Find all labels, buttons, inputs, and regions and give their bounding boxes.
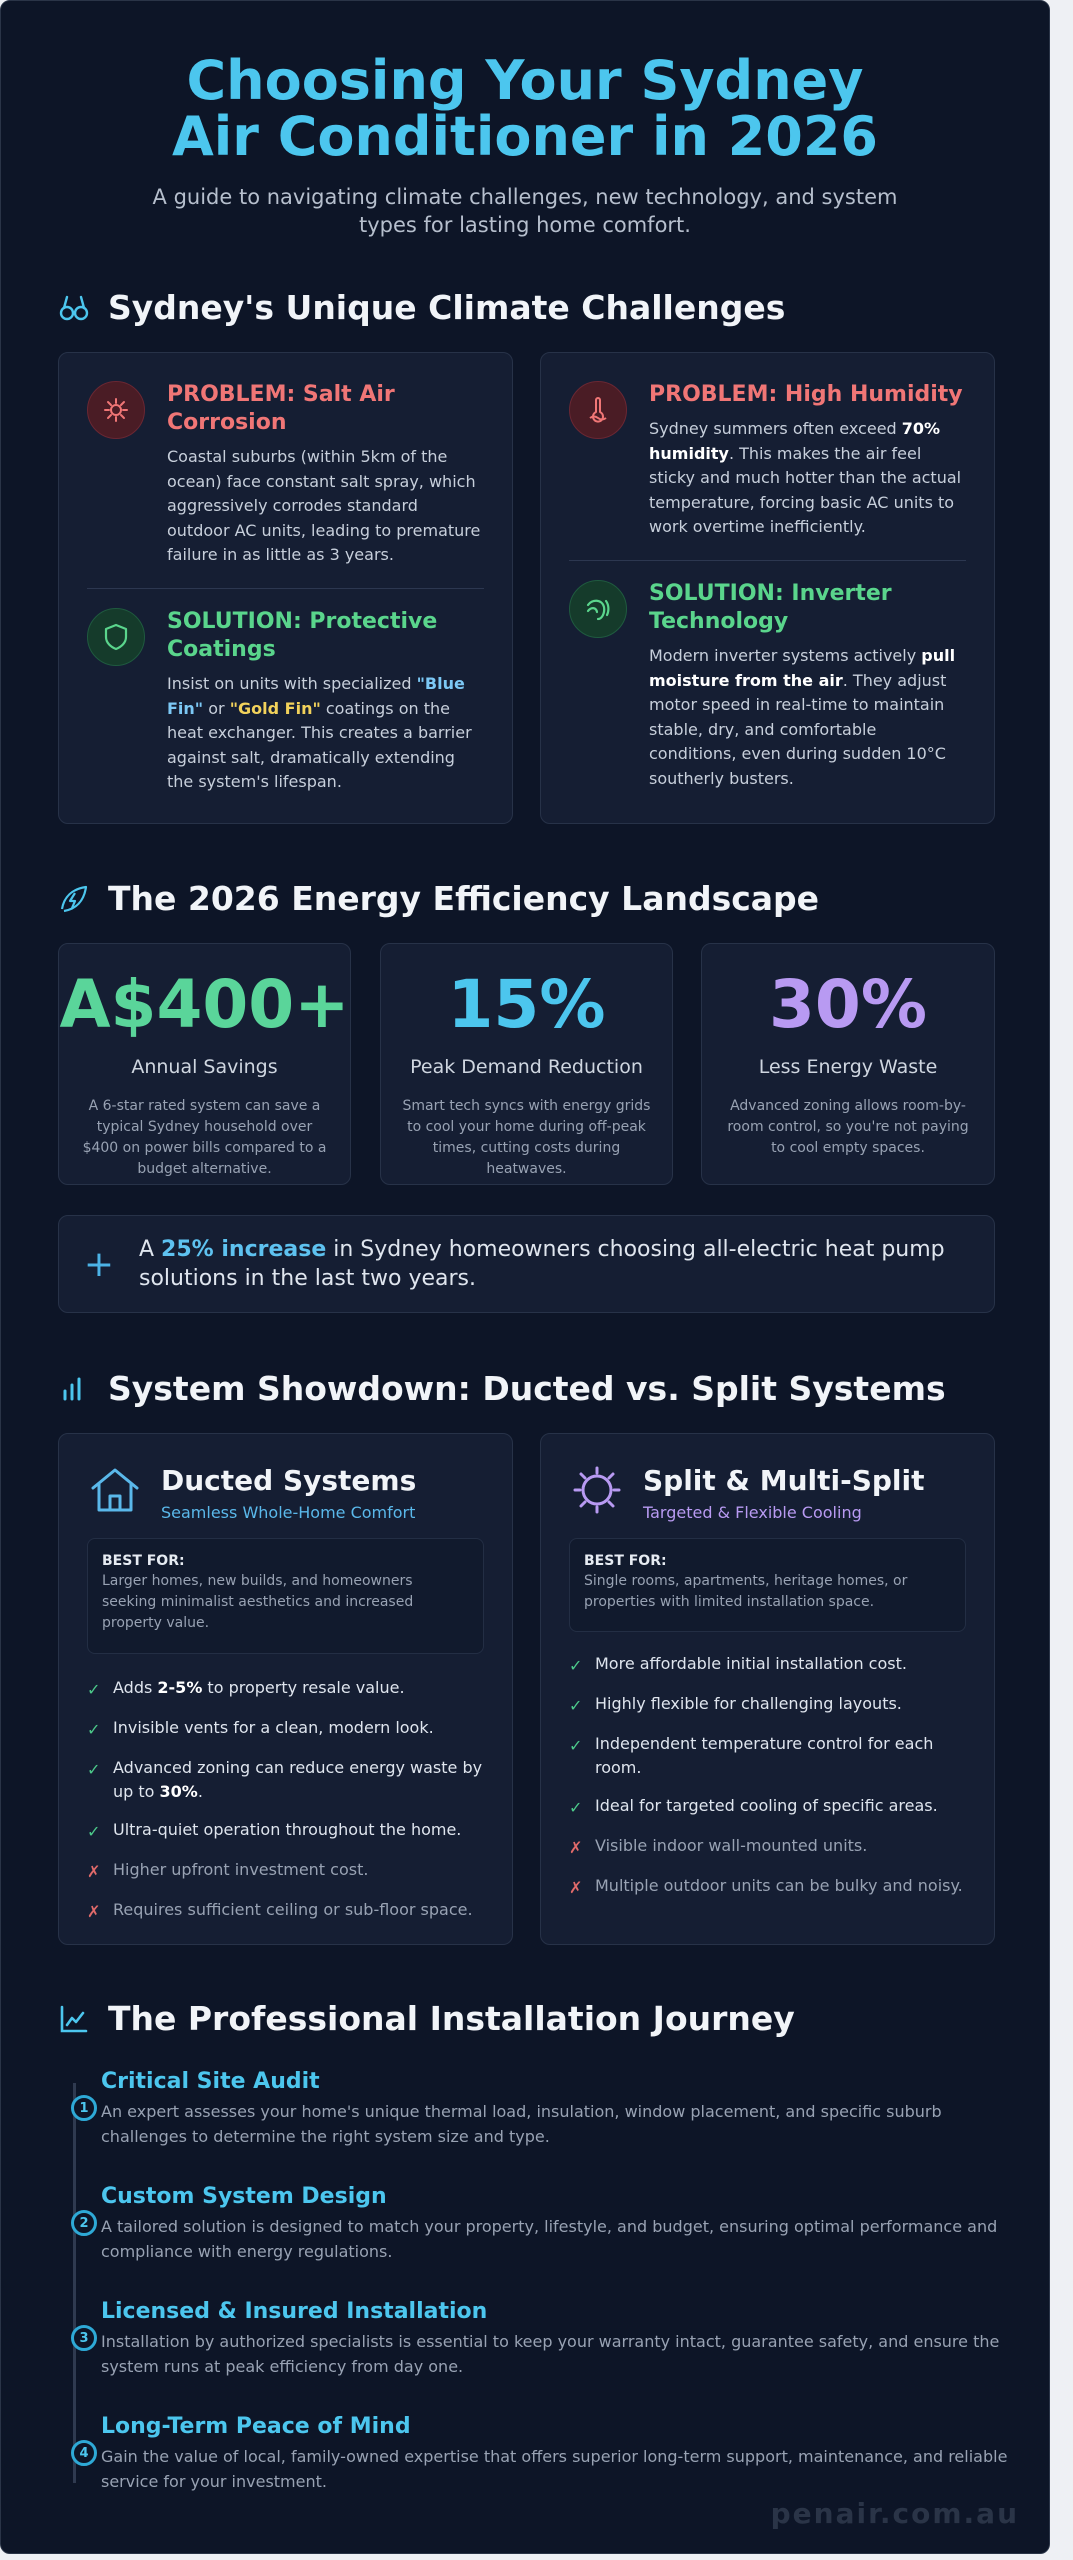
- stat-label: Less Energy Waste: [758, 1056, 938, 1078]
- list-item-text: Independent temperature control for each room.: [595, 1734, 934, 1777]
- page-title: Choosing Your Sydney Air Conditioner in 2026: [171, 49, 879, 168]
- page-subtitle: A guide to navigating climate challenges, new technology, and system types for lasting home comfort.: [152, 185, 898, 237]
- split-feature-list: [569, 1652, 966, 1914]
- text-segment: coatings on the heat exchanger. This creates a barrier against salt, dramatically extending the system's lifespan.: [167, 698, 472, 791]
- list-item: [87, 1818, 484, 1844]
- ducted-title: Ducted Systems: [161, 1464, 417, 1497]
- split-subtitle: Targeted & Flexible Cooling: [643, 1503, 862, 1522]
- heat-pump-callout: [58, 1215, 995, 1313]
- thermometer-icon: [582, 394, 614, 426]
- stat-description: Smart tech syncs with energy grids to cool your home during off-peak times, cutting costs during heatwaves.: [402, 1098, 651, 1177]
- humidity-problem-text: [649, 417, 966, 540]
- stat-value: A$400+: [59, 966, 350, 1043]
- split-systems-card: [540, 1433, 995, 1945]
- list-item-text: Higher upfront investment cost.: [113, 1860, 369, 1879]
- split-header: [569, 1462, 925, 1522]
- list-item: [87, 1858, 484, 1884]
- best-for-text: Larger homes, new builds, and homeowners seeking minimalist aesthetics and increased property value.: [102, 1573, 414, 1631]
- list-item-text: Invisible vents for a clean, modern look.: [113, 1718, 434, 1737]
- stat-description: A 6-star rated system can save a typical Sydney household over $400 on power bills compared to a budget alternative.: [82, 1098, 327, 1177]
- best-for-text: Single rooms, apartments, heritage homes, or properties with limited installation space.: [584, 1573, 908, 1610]
- best-for-label: BEST FOR:: [102, 1553, 185, 1569]
- list-item: [87, 1898, 484, 1924]
- stat-description: Advanced zoning allows room-by-room control, so you're not paying to cool empty spaces.: [727, 1098, 969, 1156]
- journey-step: [71, 2069, 1011, 2149]
- increase-highlight: 25% increase: [161, 1237, 327, 1262]
- list-item-text: Ultra-quiet operation throughout the home.: [113, 1820, 462, 1839]
- callout-text: [139, 1235, 989, 1293]
- salt-solution: [87, 608, 484, 795]
- check-icon: ✓: [87, 1760, 101, 1779]
- list-item: [569, 1794, 966, 1820]
- journey-step: [71, 2299, 1011, 2379]
- ducted-feature-list: [87, 1676, 484, 1938]
- best-for-label: BEST FOR:: [584, 1553, 667, 1569]
- stat-card-savings: [58, 943, 351, 1185]
- stat-card-peak-demand: [380, 943, 673, 1185]
- list-item-text: Visible indoor wall-mounted units.: [595, 1836, 868, 1855]
- binoculars-icon: [58, 292, 90, 324]
- list-item-text: Requires sufficient ceiling or sub-floor space.: [113, 1900, 473, 1919]
- salt-problem: [87, 381, 484, 568]
- brand-watermark: penair.com.au: [770, 2497, 1019, 2530]
- step-text: Gain the value of local, family-owned expertise that offers superior long-term support, maintenance, and reliable service for your investment.: [101, 2447, 1008, 2491]
- list-item: [569, 1874, 966, 1900]
- list-item: [569, 1692, 966, 1718]
- systems-section-header: [58, 1369, 946, 1408]
- check-icon: ✓: [569, 1656, 583, 1675]
- text-segment: Insist on units with specialized: [167, 674, 417, 693]
- blue-fin-highlight: "Blue Fin": [167, 674, 465, 718]
- humidity-problem: [569, 381, 966, 540]
- shield-icon: [100, 621, 132, 653]
- step-number: 4: [71, 2440, 97, 2466]
- check-icon: ✓: [87, 1822, 101, 1841]
- journey-heading: The Professional Installation Journey: [108, 1999, 795, 2038]
- step-title: Licensed & Insured Installation: [101, 2299, 488, 2324]
- stat-card-energy-waste: [701, 943, 995, 1185]
- list-item-text: Highly flexible for challenging layouts.: [595, 1694, 902, 1713]
- step-text: An expert assesses your home's unique thermal load, insulation, window placement, and specific suburb challenges to determine the right system size and type.: [101, 2102, 942, 2146]
- list-item: [87, 1756, 484, 1804]
- card-divider: [569, 560, 966, 561]
- check-icon: ✓: [569, 1798, 583, 1817]
- check-icon: ✓: [87, 1720, 101, 1739]
- salt-solution-text: [167, 672, 484, 795]
- stat-value: 15%: [447, 966, 606, 1043]
- text-segment: .: [197, 1782, 203, 1801]
- list-item-text: [113, 1756, 484, 1804]
- ducted-header: [87, 1462, 416, 1522]
- cross-icon: ✗: [569, 1878, 583, 1897]
- ducted-systems-card: [58, 1433, 513, 1945]
- header: [1, 1, 1049, 239]
- salt-problem-text: Coastal suburbs (within 5km of the ocean) face constant salt spray, which aggressively corrodes standard outdoor AC units, leading to premature failure in as little as 3 years.: [167, 447, 481, 564]
- wind-icon: [582, 593, 614, 625]
- list-item-text: [113, 1676, 405, 1702]
- line-chart-icon: [58, 2003, 90, 2035]
- systems-heading: System Showdown: Ducted vs. Split Systems: [108, 1369, 946, 1408]
- humidity-solution: [569, 580, 966, 791]
- salt-solution-title: SOLUTION: Protective Coatings: [167, 609, 438, 662]
- salt-solution-icon-circle: [87, 608, 145, 666]
- split-title: Split & Multi-Split: [643, 1464, 925, 1497]
- humidity-problem-icon-circle: [569, 381, 627, 439]
- house-icon: [87, 1462, 143, 1518]
- list-item: [569, 1652, 966, 1678]
- list-item-text: Ideal for targeted cooling of specific areas.: [595, 1796, 938, 1815]
- text-segment: . They adjust motor speed in real-time to maintain stable, dry, and comfortable conditions, even during sudden 10°C southerly busters.: [649, 670, 947, 788]
- text-bold: 2-5%: [157, 1678, 203, 1697]
- stat-value: 30%: [769, 966, 927, 1043]
- salt-problem-title: PROBLEM: Salt Air Corrosion: [167, 382, 395, 435]
- humidity-bold: 70% humidity: [649, 419, 941, 463]
- cross-icon: ✗: [569, 1838, 583, 1857]
- gold-fin-highlight: "Gold Fin": [229, 698, 321, 718]
- text-segment: A: [139, 1237, 162, 1262]
- humidity-problem-title: PROBLEM: High Humidity: [649, 382, 963, 407]
- text-segment: or: [203, 698, 230, 718]
- list-item: [87, 1676, 484, 1702]
- cross-icon: ✗: [87, 1902, 101, 1921]
- energy-heading: The 2026 Energy Efficiency Landscape: [108, 879, 820, 918]
- stat-label: Annual Savings: [131, 1056, 278, 1078]
- text-bold: 30%: [159, 1782, 198, 1801]
- text-segment: Advanced zoning can reduce energy waste by up to: [113, 1758, 483, 1801]
- text-segment: Sydney summers often exceed: [649, 419, 902, 438]
- check-icon: ✓: [569, 1696, 583, 1715]
- humidity-solution-title: SOLUTION: Inverter Technology: [649, 581, 892, 634]
- text-segment: Adds: [113, 1678, 158, 1697]
- journey-step: [71, 2184, 1011, 2264]
- salt-air-card: [58, 352, 513, 824]
- humidity-solution-icon-circle: [569, 580, 627, 638]
- snowflake-sun-icon: [569, 1462, 625, 1518]
- humidity-solution-text: [649, 644, 966, 791]
- energy-section-header: [58, 879, 819, 918]
- text-segment: in Sydney homeowners choosing all-electric heat pump solutions in the last two years.: [139, 1237, 945, 1291]
- split-best-for: [569, 1538, 966, 1632]
- list-item: [569, 1732, 966, 1780]
- salt-problem-icon-circle: [87, 381, 145, 439]
- moisture-bold: pull moisture from the air: [649, 646, 956, 690]
- ducted-best-for: [87, 1538, 484, 1654]
- text-segment: to property resale value.: [202, 1678, 405, 1697]
- list-item: [87, 1716, 484, 1742]
- step-text: A tailored solution is designed to match your property, lifestyle, and budget, ensuring optimal performance and compliance with energy regulations.: [101, 2217, 998, 2261]
- text-segment: . This makes the air feel sticky and much hotter than the actual temperature, forcing basic AC units to work overtime inefficiently.: [649, 443, 962, 536]
- plus-icon: +: [83, 1243, 115, 1285]
- stat-label: Peak Demand Reduction: [410, 1056, 643, 1078]
- corrosion-icon: [100, 394, 132, 426]
- step-title: Custom System Design: [101, 2184, 387, 2209]
- climate-heading: Sydney's Unique Climate Challenges: [108, 288, 786, 327]
- leaf-bolt-icon: [58, 883, 90, 915]
- humidity-card: [540, 352, 995, 824]
- list-item-text: More affordable initial installation cost.: [595, 1654, 907, 1673]
- journey-step: [71, 2414, 1011, 2494]
- check-icon: ✓: [569, 1736, 583, 1755]
- step-number: 3: [71, 2325, 97, 2351]
- ducted-subtitle: Seamless Whole-Home Comfort: [161, 1503, 416, 1522]
- journey-section-header: [58, 1999, 795, 2038]
- step-number: 1: [71, 2095, 97, 2121]
- cross-icon: ✗: [87, 1862, 101, 1881]
- list-item-text: Multiple outdoor units can be bulky and noisy.: [595, 1876, 963, 1895]
- step-text: Installation by authorized specialists is essential to keep your warranty intact, guarantee safety, and ensure the system runs at peak efficiency from day one.: [101, 2332, 1000, 2376]
- text-segment: Modern inverter systems actively: [649, 646, 922, 665]
- check-icon: ✓: [87, 1680, 101, 1699]
- step-title: Long-Term Peace of Mind: [101, 2414, 411, 2439]
- list-item: [569, 1834, 966, 1860]
- climate-section-header: [58, 288, 785, 327]
- step-number: 2: [71, 2210, 97, 2236]
- card-divider: [87, 588, 484, 589]
- bar-chart-icon: [58, 1373, 90, 1405]
- step-title: Critical Site Audit: [101, 2069, 320, 2094]
